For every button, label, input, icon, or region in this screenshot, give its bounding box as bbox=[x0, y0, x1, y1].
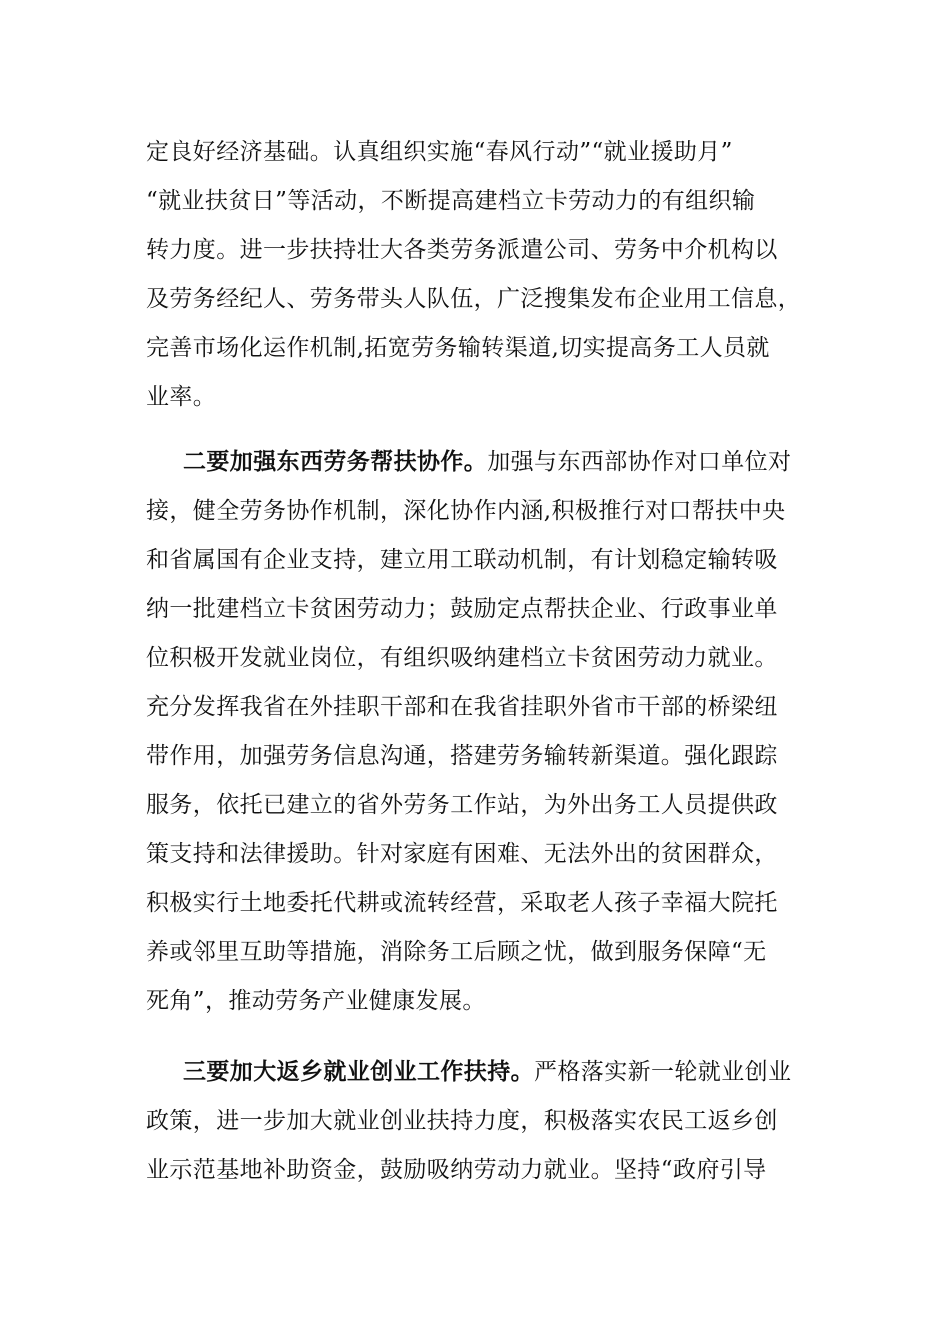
paragraph-3-line-1 bbox=[183, 1052, 873, 1092]
paragraph-2-line-2: 接，健全劳务协作机制，深化协作内涵,积极推行对口帮扶中央 bbox=[146, 498, 786, 524]
paragraph-2-line-4: 纳一批建档立卡贫困劳动力；鼓励定点帮扶企业、行政事业单 bbox=[146, 596, 778, 622]
paragraph-3-heading: 三要加大返乡就业创业工作扶持。 bbox=[183, 1059, 534, 1085]
paragraph-1-line-1: 定良好经济基础。认真组织实施“春风行动”“就业援助月” bbox=[146, 139, 733, 165]
paragraph-3-line-1-text: 严格落实新一轮就业创业 bbox=[534, 1059, 792, 1085]
paragraph-2-line-3: 和省属国有企业支持，建立用工联动机制，有计划稳定输转吸 bbox=[146, 547, 778, 573]
paragraph-1-line-5: 完善市场化运作机制,拓宽劳务输转渠道,切实提高务工人员就 bbox=[146, 335, 770, 361]
paragraph-2-line-1-text: 加强与东西部协作对口单位对 bbox=[487, 449, 792, 475]
paragraph-2-line-6: 充分发挥我省在外挂职干部和在我省挂职外省市干部的桥梁纽 bbox=[146, 694, 778, 720]
paragraph-2-line-8: 服务，依托已建立的省外劳务工作站，为外出务工人员提供政 bbox=[146, 792, 778, 818]
paragraph-2-heading: 二要加强东西劳务帮扶协作。 bbox=[183, 449, 488, 475]
paragraph-2-line-1 bbox=[183, 442, 873, 482]
paragraph-2-line-9: 策支持和法律援助。针对家庭有困难、无法外出的贫困群众， bbox=[146, 841, 778, 867]
paragraph-2-line-10: 积极实行土地委托代耕或流转经营，采取老人孩子幸福大院托 bbox=[146, 890, 778, 916]
paragraph-1-line-2: “就业扶贫日”等活动，不断提高建档立卡劳动力的有组织输 bbox=[146, 188, 756, 214]
paragraph-3-line-3: 业示范基地补助资金，鼓励吸纳劳动力就业。坚持“政府引导 bbox=[146, 1157, 767, 1183]
paragraph-3-line-2: 政策，进一步加大就业创业扶持力度，积极落实农民工返乡创 bbox=[146, 1108, 778, 1134]
paragraph-2-line-7: 带作用，加强劳务信息沟通，搭建劳务输转新渠道。强化跟踪 bbox=[146, 743, 778, 769]
paragraph-2-line-11: 养或邻里互助等措施，消除务工后顾之忧，做到服务保障“无 bbox=[146, 939, 767, 965]
paragraph-2-line-5: 位积极开发就业岗位，有组织吸纳建档立卡贫困劳动力就业。 bbox=[146, 645, 778, 671]
paragraph-1-line-4: 及劳务经纪人、劳务带头人队伍，广泛搜集发布企业用工信息， bbox=[146, 286, 802, 312]
paragraph-1-line-3: 转力度。进一步扶持壮大各类劳务派遣公司、劳务中介机构以 bbox=[146, 237, 778, 263]
paragraph-2-line-12: 死角”，推动劳务产业健康发展。 bbox=[146, 988, 486, 1014]
paragraph-1-line-6: 业率。 bbox=[146, 384, 217, 410]
